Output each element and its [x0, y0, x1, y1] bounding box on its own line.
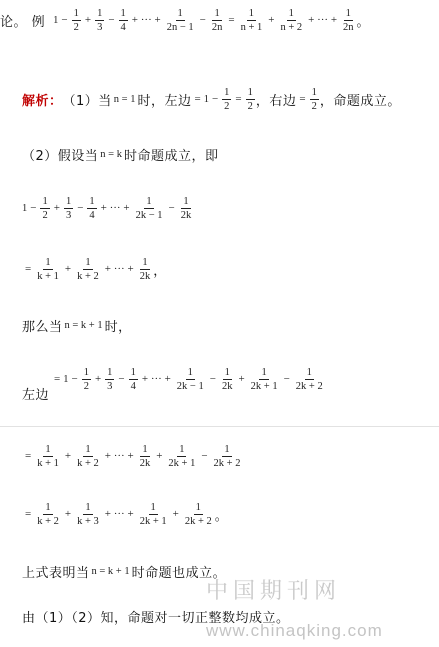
hypothesis-lhs [22, 190, 194, 226]
fraction-numerator: 1 [45, 256, 51, 268]
step1-text-a: （1）当 [62, 93, 112, 109]
fraction-numerator: 1 [45, 443, 51, 455]
fraction [75, 256, 101, 283]
math-operator: + [238, 373, 245, 385]
fraction [179, 195, 194, 222]
left-side-k1 [22, 364, 326, 404]
math-operator: + [64, 450, 72, 462]
fraction [138, 256, 153, 283]
solution-step-1 [22, 82, 401, 116]
fraction-denominator: n + 1 [240, 21, 263, 33]
fraction-numerator: 1 [248, 7, 255, 19]
fraction-numerator: 1 [107, 366, 113, 378]
fraction-numerator: 1 [146, 195, 152, 207]
fraction-numerator: 1 [195, 501, 201, 513]
step1-text-d: ，命题成立。 [319, 93, 401, 109]
fraction [129, 366, 138, 393]
fraction-numerator: 1 [97, 7, 103, 19]
fraction-denominator: 2n − 1 [166, 21, 194, 33]
watermark-logo-text: 中国期刊网 [206, 579, 342, 604]
math-term: 1 [63, 373, 69, 385]
transform-line-1 [22, 438, 243, 474]
fraction-numerator: 1 [187, 366, 193, 378]
fraction [105, 366, 114, 393]
fraction-numerator: 1 [120, 7, 126, 19]
math-operator: − [168, 202, 175, 214]
fraction-denominator: 2k + 2 [295, 380, 323, 392]
example-prefix: 论。 例 [0, 14, 46, 30]
fraction-denominator: 2 [311, 100, 317, 112]
math-operator: + [84, 14, 92, 26]
step1-text-b: 时，左边 [137, 93, 192, 109]
n-equals-1: n = 1 [113, 93, 136, 105]
fraction-denominator: 3 [97, 21, 103, 33]
math-operator: = [25, 263, 32, 275]
fraction-numerator: 1 [85, 443, 91, 455]
math-operator: + ··· + [141, 373, 171, 385]
conclusion-text-b: 时命题也成立。 [131, 565, 227, 581]
math-term: 1 [203, 93, 209, 105]
left-side-k1-formula [51, 366, 326, 393]
fraction [75, 501, 101, 528]
fraction-denominator: 3 [65, 209, 72, 221]
math-operator: + ··· + [308, 14, 338, 26]
fraction [35, 501, 61, 528]
fraction-denominator: 4 [120, 21, 126, 33]
math-term: 1 [22, 202, 28, 214]
math-operator: − [61, 14, 68, 26]
fraction-denominator: 2 [73, 21, 79, 33]
fraction-denominator: 2k [180, 209, 192, 221]
math-operator: + [156, 450, 163, 462]
math-operator: − [108, 14, 115, 26]
math-operator: + ··· + [100, 202, 130, 214]
fraction-numerator: 1 [85, 256, 91, 268]
fraction-numerator: 1 [306, 366, 312, 378]
fraction [35, 256, 61, 283]
math-operator: + ··· + [104, 263, 134, 275]
fraction [75, 443, 101, 470]
then-text-a: 那么当 [22, 319, 63, 335]
fraction [278, 7, 304, 34]
fraction-denominator: k + 2 [77, 457, 99, 469]
fraction [64, 195, 73, 222]
n-equals-k-plus-1-b: n = k + 1 [91, 565, 130, 577]
math-operator: + [64, 508, 72, 520]
fraction-denominator: k + 2 [77, 270, 99, 282]
divider [0, 426, 439, 427]
math-operator: = [228, 14, 235, 26]
math-term: 1 [53, 14, 59, 26]
math-operator: − [283, 373, 290, 385]
solution-label: 解析： [22, 93, 63, 109]
fraction-denominator: 2k + 1 [168, 457, 196, 469]
math-operator: + [64, 263, 72, 275]
fraction-denominator: 2n [343, 21, 354, 33]
fraction [246, 86, 255, 113]
fraction-denominator: 2k − 1 [176, 380, 204, 392]
math-operator: + ··· + [131, 14, 161, 26]
transform-formula-1 [22, 443, 243, 470]
fraction [222, 86, 231, 113]
fraction-denominator: 2k [221, 380, 233, 392]
fraction [40, 195, 49, 222]
example-formula [53, 7, 356, 34]
fraction-numerator: 1 [142, 256, 148, 268]
fraction-numerator: 1 [177, 7, 183, 19]
math-operator: − [30, 202, 37, 214]
conclusion-text-a: 上式表明当 [22, 565, 90, 581]
fraction-denominator: 2k + 1 [250, 380, 278, 392]
fraction [249, 366, 280, 393]
fraction-denominator: 4 [89, 209, 95, 221]
math-operator: − [199, 14, 206, 26]
transform-line-2 [22, 496, 228, 532]
math-operator: = [25, 450, 32, 462]
math-operator: + [53, 202, 60, 214]
fraction-numerator: 1 [73, 7, 79, 19]
fraction-numerator: 1 [214, 7, 220, 19]
math-operator: + ··· + [104, 508, 134, 520]
fraction-numerator: 1 [150, 501, 156, 513]
math-operator: − [209, 373, 216, 385]
induction-step-intro [22, 314, 132, 336]
fraction-numerator: 1 [89, 195, 95, 207]
fraction-numerator: 1 [42, 195, 48, 207]
left-side-label: 左边 [22, 388, 50, 403]
step2-text-b: 时命题成立，即 [123, 148, 219, 164]
fraction-numerator: 1 [288, 7, 294, 19]
fraction [239, 7, 265, 34]
math-operator: = [235, 93, 242, 105]
fraction-denominator: 2k + 1 [139, 515, 167, 527]
n-equals-k: n = k [100, 148, 122, 160]
math-operator: = [54, 373, 61, 385]
fraction [138, 443, 153, 470]
example-statement [0, 2, 370, 38]
transform-tail: 。 [214, 508, 229, 524]
fraction-numerator: 1 [224, 366, 230, 378]
math-operator: + [172, 508, 179, 520]
fraction [294, 366, 325, 393]
fraction [183, 501, 214, 528]
left-side-formula [191, 86, 255, 113]
fraction-numerator: 1 [261, 366, 267, 378]
fraction [212, 443, 243, 470]
final-text: 由（1）（2）知，命题对一切正整数均成立。 [22, 610, 290, 626]
fraction [87, 195, 96, 222]
math-operator: = [299, 93, 306, 105]
math-operator: + [268, 14, 275, 26]
fraction [35, 443, 61, 470]
fraction [310, 86, 319, 113]
fraction [165, 7, 196, 34]
math-operator: = [194, 93, 201, 105]
fraction-numerator: 1 [224, 443, 230, 455]
watermark-url: www.chinaqking.com [206, 621, 383, 640]
math-operator: + ··· + [104, 450, 134, 462]
then-text-b: 时， [104, 319, 132, 335]
fraction-denominator: k + 1 [37, 270, 59, 282]
solution-step-2 [22, 143, 218, 165]
example-tail: 。 [356, 14, 371, 30]
fraction-denominator: 4 [130, 380, 136, 392]
conclusion-line [22, 560, 226, 582]
fraction-numerator: 1 [311, 86, 317, 98]
math-operator: − [71, 373, 78, 385]
fraction [95, 7, 104, 34]
hypothesis-rhs-formula [22, 256, 153, 283]
fraction-denominator: 2 [42, 209, 48, 221]
fraction-denominator: 2k + 2 [184, 515, 212, 527]
n-equals-k-plus-1: n = k + 1 [64, 319, 103, 331]
fraction-denominator: 2k [139, 270, 151, 282]
fraction-denominator: 2k [139, 457, 151, 469]
fraction [82, 366, 91, 393]
fraction [166, 443, 197, 470]
fraction-denominator: 2n [211, 21, 223, 33]
math-operator: − [201, 450, 208, 462]
fraction-numerator: 1 [183, 195, 189, 207]
fraction-numerator: 1 [130, 366, 136, 378]
fraction-denominator: 3 [107, 380, 113, 392]
fraction [341, 7, 356, 34]
hypothesis-rhs-tail: ， [153, 263, 167, 279]
right-side-formula [296, 86, 319, 113]
fraction-denominator: 2 [83, 380, 89, 392]
step2-text-a: （2）假设当 [22, 148, 99, 164]
fraction-denominator: 2k − 1 [135, 209, 163, 221]
fraction [119, 7, 128, 34]
math-operator: + [94, 373, 102, 385]
hypothesis-lhs-formula [22, 195, 194, 222]
fraction-numerator: 1 [224, 86, 230, 98]
transform-formula-2 [22, 501, 215, 528]
fraction-denominator: 2 [224, 100, 230, 112]
math-operator: − [77, 202, 84, 214]
math-operator: − [118, 373, 125, 385]
fraction-numerator: 1 [345, 7, 351, 19]
fraction-numerator: 1 [247, 86, 253, 98]
fraction [210, 7, 225, 34]
math-operator: − [211, 93, 219, 105]
fraction-denominator: n + 2 [280, 21, 303, 33]
fraction-denominator: k + 1 [37, 457, 59, 469]
fraction [220, 366, 235, 393]
fraction-numerator: 1 [83, 366, 89, 378]
fraction-numerator: 1 [65, 195, 72, 207]
fraction-denominator: k + 3 [77, 515, 99, 527]
fraction-numerator: 1 [85, 501, 91, 513]
hypothesis-rhs [22, 251, 167, 287]
math-operator: = [25, 508, 32, 520]
fraction-denominator: 2k + 2 [213, 457, 241, 469]
fraction [175, 366, 206, 393]
fraction-numerator: 1 [179, 443, 185, 455]
fraction-numerator: 1 [142, 443, 148, 455]
fraction-denominator: 2 [247, 100, 253, 112]
fraction-numerator: 1 [45, 501, 51, 513]
fraction [72, 7, 81, 34]
fraction [134, 195, 165, 222]
fraction-denominator: k + 2 [37, 515, 59, 527]
step1-text-c: ，右边 [255, 93, 297, 109]
fraction [138, 501, 169, 528]
